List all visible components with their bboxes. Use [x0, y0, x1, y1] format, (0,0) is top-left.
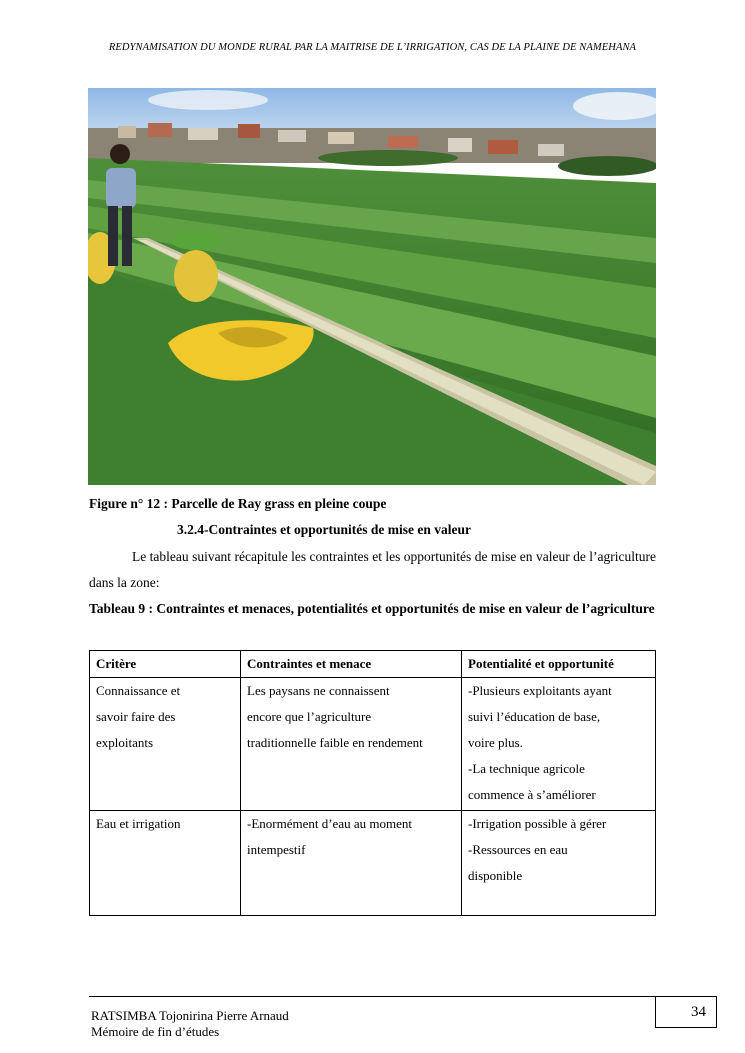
table-header-row	[90, 651, 656, 678]
table-row	[90, 811, 656, 916]
footer-author-block	[91, 1008, 289, 1040]
cell-line: encore que l’agriculture	[247, 709, 372, 724]
cell-contraintes	[241, 811, 462, 916]
cell-line: -Ressources en eau	[468, 842, 568, 857]
intro-paragraph: Le tableau suivant récapitule les contraintes et les opportunités de mise en valeur de l’agriculture dans la zone:	[89, 549, 656, 590]
constraints-table	[89, 650, 656, 916]
running-header: REDYNAMISATION DU MONDE RURAL PAR LA MAITRISE DE L’IRRIGATION, CAS DE LA PLAINE DE NAMEHANA	[108, 42, 637, 53]
header-critere: Critère	[90, 651, 241, 678]
cell-critere	[90, 811, 241, 916]
cell-line: Les paysans ne connaissent	[247, 683, 390, 698]
cell-line: Eau et irrigation	[96, 816, 181, 831]
cell-line: voire plus.	[468, 735, 523, 750]
cell-contraintes	[241, 678, 462, 811]
cell-line: traditionnelle faible en rendement	[247, 735, 423, 750]
section-heading: 3.2.4-Contraintes et opportunités de mise en valeur	[177, 522, 471, 537]
cell-line: -Plusieurs exploitants ayant	[468, 683, 612, 698]
cell-potentialite	[462, 811, 656, 916]
footer-author: RATSIMBA Tojonirina Pierre Arnaud	[91, 1008, 289, 1023]
cell-line: suivi l’éducation de base,	[468, 709, 601, 724]
cell-line: savoir faire des	[96, 709, 176, 724]
figure-caption: Figure n° 12 : Parcelle de Ray grass en pleine coupe	[89, 496, 387, 511]
cell-line: -Enormément d’eau au moment	[247, 816, 412, 831]
cell-line: exploitants	[96, 735, 154, 750]
cell-line: -Irrigation possible à gérer	[468, 816, 607, 831]
cell-line: commence à s’améliorer	[468, 787, 596, 802]
field-photo	[88, 88, 656, 485]
cell-line: -La technique agricole	[468, 761, 585, 776]
footer-doc-type: Mémoire de fin d’études	[91, 1024, 220, 1039]
page-number: 34	[655, 996, 717, 1028]
cell-line: disponible	[468, 868, 523, 883]
table-row	[90, 678, 656, 811]
header-contraintes: Contraintes et menace	[241, 651, 462, 678]
cell-critere	[90, 678, 241, 811]
cell-potentialite	[462, 678, 656, 811]
cell-line: intempestif	[247, 842, 306, 857]
footer-rule	[89, 996, 656, 997]
header-potentialite: Potentialité et opportunité	[462, 651, 656, 678]
cell-line: Connaissance et	[96, 683, 181, 698]
table-caption: Tableau 9 : Contraintes et menaces, potentialités et opportunités de mise en valeur de l’agriculture	[89, 601, 655, 616]
